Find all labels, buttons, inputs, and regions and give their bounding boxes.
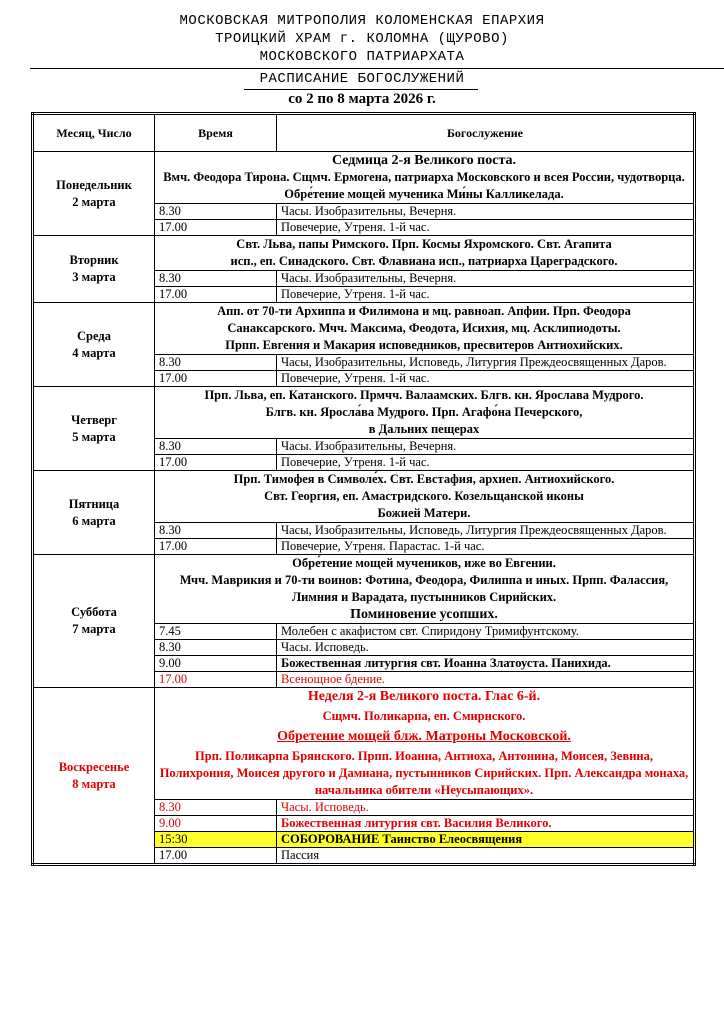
day-cell [33, 303, 155, 387]
table-header-row [33, 114, 695, 152]
schedule-table [31, 112, 696, 866]
day-name: Понедельник [56, 177, 132, 192]
service-time: 17.00 [155, 455, 277, 471]
service-text: Часы. Исповедь. [277, 800, 695, 816]
day-name: Четверг [71, 412, 117, 427]
service-text: Божественная литургия свт. Василия Великого. [277, 816, 695, 832]
service-text: СОБОРОВАНИЕ Таинство Елеосвящения [277, 832, 695, 848]
service-text: Повечерие, Утреня. 1-й час. [277, 455, 695, 471]
header-divider [30, 68, 724, 69]
column-header-service: Богослужение [277, 114, 695, 152]
schedule-title: РАСПИСАНИЕ БОГОСЛУЖЕНИЙ [259, 71, 465, 87]
service-text: Божественная литургия свт. Иоанна Златоуста. Панихида. [277, 656, 695, 672]
service-time: 17.00 [155, 371, 277, 387]
service-time: 8.30 [155, 523, 277, 539]
service-time: 8.30 [155, 800, 277, 816]
feast-title: Апп. от 70-ти Архиппа и Филимона и мц. равноап. Апфии. Прп. Феодора Санаксарского. Мчч. Максима, Феодота, Исихия, мц. Асклипиодоты. Прпп. Евгения и Макария исповедников, пресвитеров Антиохийских. [155, 303, 695, 355]
feast-title: Свт. Льва, папы Римского. Прп. Космы Яхромского. Свт. Агапита исп., еп. Синадского. Свт. Флавиана исп., патриарха Цареградского. [155, 236, 695, 271]
service-text: Повечерие, Утреня. 1-й час. [277, 371, 695, 387]
day-date: 5 марта [72, 429, 116, 444]
table-row [33, 236, 695, 271]
service-time: 7.45 [155, 624, 277, 640]
service-text: Часы, Изобразительны, Исповедь, Литургия Преждеосвященных Даров. [277, 523, 695, 539]
service-text: Молебен с акафистом свт. Спиридону Тримифунтскому. [277, 624, 695, 640]
service-time: 17.00 [155, 672, 277, 688]
service-time: 9.00 [155, 656, 277, 672]
service-text: Пассия [277, 848, 695, 865]
table-row [33, 387, 695, 439]
day-cell [33, 555, 155, 688]
table-row [33, 688, 695, 800]
column-header-date: Месяц, Число [33, 114, 155, 152]
day-name: Вторник [69, 253, 119, 267]
day-name: Суббота [71, 605, 117, 619]
service-text: Повечерие, Утреня. 1-й час. [277, 220, 695, 236]
service-time: 17.00 [155, 848, 277, 865]
service-text: Часы. Изобразительны, Вечерня. [277, 271, 695, 287]
day-date: 7 марта [72, 622, 116, 636]
day-date: 8 марта [72, 776, 116, 791]
day-cell [33, 387, 155, 471]
day-name: Воскресенье [58, 759, 130, 774]
church-title: ТРОИЦКИЙ ХРАМ г. КОЛОМНА (ЩУРОВО) [215, 31, 509, 47]
title-underline [244, 89, 478, 90]
service-time: 8.30 [155, 271, 277, 287]
service-time: 8.30 [155, 439, 277, 455]
service-time: 8.30 [155, 640, 277, 656]
diocese-title: МОСКОВСКАЯ МИТРОПОЛИЯ КОЛОМЕНСКАЯ ЕПАРХИЯ [179, 13, 545, 29]
table-row [33, 303, 695, 355]
service-time: 15:30 [155, 832, 277, 848]
day-date: 4 марта [72, 345, 116, 360]
patriarchate-title: МОСКОВСКОГО ПАТРИАРХАТА [259, 49, 465, 65]
day-cell [33, 236, 155, 303]
service-text: Повечерие, Утреня. 1-й час. [277, 287, 695, 303]
service-text: Повечерие, Утреня. Парастас. 1-й час. [277, 539, 695, 555]
service-time: 17.00 [155, 220, 277, 236]
day-cell [33, 152, 155, 236]
day-cell [33, 688, 155, 865]
service-text: Часы, Изобразительны, Исповедь, Литургия Преждеосвященных Даров. [277, 355, 695, 371]
day-cell [33, 471, 155, 555]
feast-title: Прп. Тимофея в Символе́х. Свт. Евстафия, архиеп. Антиохийского. Свт. Георгия, еп. Амастридского. Козельщанской иконы Божией Матери. [155, 471, 695, 523]
service-text: Часы. Изобразительны, Вечерня. [277, 439, 695, 455]
service-time: 17.00 [155, 539, 277, 555]
day-date: 6 марта [72, 513, 116, 528]
service-time: 8.30 [155, 204, 277, 220]
day-name: Среда [77, 328, 111, 343]
table-row [33, 471, 695, 523]
feast-title: Прп. Льва, еп. Катанского. Прмчч. Валаамских. Блгв. кн. Ярослава Мудрого. Блгв. кн. Яросла́ва Мудрого. Прп. Агафо́на Печерского, в Дальних пещерах [155, 387, 695, 439]
service-time: 9.00 [155, 816, 277, 832]
service-text: Часы. Изобразительны, Вечерня. [277, 204, 695, 220]
service-text: Часы. Исповедь. [277, 640, 695, 656]
day-name: Пятница [68, 496, 120, 511]
feast-title: Седмица 2-я Великого поста. Вмч. Феодора Тирона. Сщмч. Ермогена, патриарха Московского и всея России, чудотворца. Обре́тение мощей мученика Ми́ны Калликелада. [155, 152, 695, 204]
day-date: 3 марта [72, 270, 116, 284]
column-header-time: Время [155, 114, 277, 152]
table-row [33, 152, 695, 204]
service-text: Всенощное бдение. [277, 672, 695, 688]
service-time: 8.30 [155, 355, 277, 371]
service-time: 17.00 [155, 287, 277, 303]
day-date: 2 марта [72, 194, 116, 209]
schedule-period: со 2 по 8 марта 2026 г. [288, 91, 436, 107]
feast-title: Обре́тение мощей мучеников, иже во Евгении. Мчч. Маврикия и 70-ти воинов: Фотина, Феодора, Филиппа и иных. Прпп. Фалассия, Лимния и Варадата, пустынников Сирийских. Поминовение усопших. [155, 555, 695, 624]
feast-title: Неделя 2-я Великого поста. Глас 6-й. Сщмч. Поликарпа, еп. Смирнского. Обретение мощей блж. Матроны Московской. Прп. Поликарпа Брянского. Прпп. Иоанна, Антиоха, Антонина, Моисея, Зевина, Полихрония, Моисея другого и Дамиана, пустынников Сирийских. Прп. Александра монаха, начальника обители «Неусыпающих». [155, 688, 695, 800]
commemoration-subtitle: Поминовение усопших. [350, 607, 498, 622]
table-row [33, 555, 695, 624]
